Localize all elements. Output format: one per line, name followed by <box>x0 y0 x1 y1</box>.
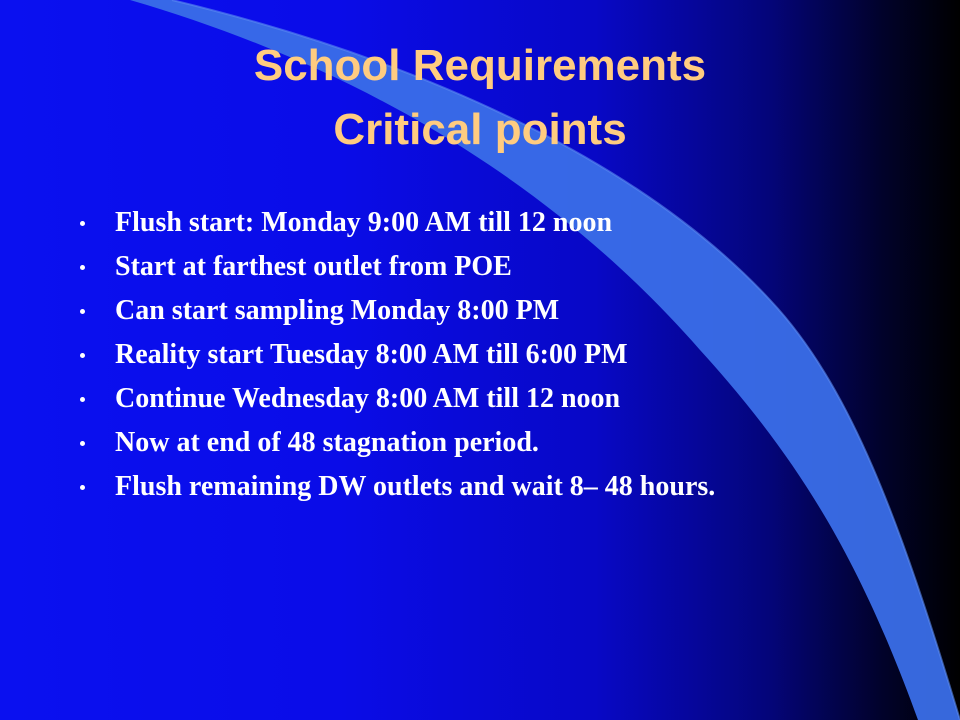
bullet-item <box>78 428 818 458</box>
bullet-dot-icon <box>80 397 85 402</box>
bullet-item <box>78 472 818 502</box>
slide-title: School Requirements <box>253 41 707 90</box>
bullet-dot-icon <box>80 353 85 358</box>
bullet-text: Now at end of 48 stagnation period. <box>115 427 539 458</box>
bullet-dot-icon <box>80 441 85 446</box>
bullet-dot-icon <box>80 265 85 270</box>
bullet-dot-icon <box>80 221 85 226</box>
bullet-list <box>78 208 818 516</box>
bullet-item <box>78 384 818 414</box>
bullet-item <box>78 252 818 282</box>
bullet-item <box>78 296 818 326</box>
slide-subtitle: Critical points <box>333 105 627 154</box>
bullet-text: Flush start: Monday 9:00 AM till 12 noon <box>115 207 613 238</box>
bullet-item <box>78 208 818 238</box>
bullet-text: Start at farthest outlet from POE <box>115 251 512 282</box>
bullet-dot-icon <box>80 309 85 314</box>
bullet-text: Continue Wednesday 8:00 AM till 12 noon <box>115 383 621 414</box>
bullet-dot-icon <box>80 485 85 490</box>
bullet-text: Can start sampling Monday 8:00 PM <box>115 295 560 326</box>
bullet-item <box>78 340 818 370</box>
bullet-text: Flush remaining DW outlets and wait 8– 48 hours. <box>115 471 716 502</box>
bullet-text: Reality start Tuesday 8:00 AM till 6:00 PM <box>115 339 628 370</box>
